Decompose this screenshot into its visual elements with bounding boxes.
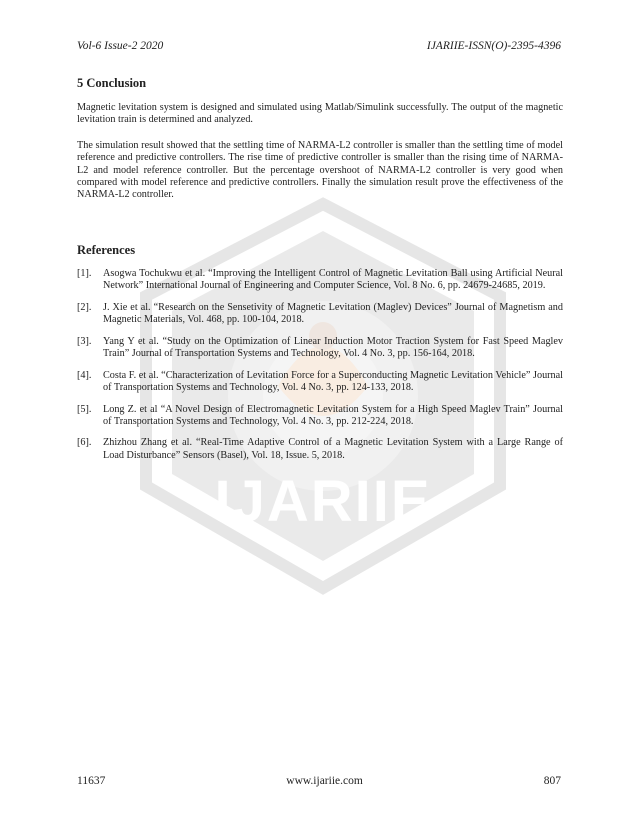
reference-list — [77, 268, 563, 471]
reference-text: Zhizhou Zhang et al. “Real-Time Adaptive Control of a Magnetic Levitation System with a Large Range of Load Disturbance” Sensors (Basel), Vol. 18, Issue. 5, 2018. — [103, 437, 563, 461]
conclusion-paragraph-1: Magnetic levitation system is designed and simulated using Matlab/Simulink successfully. The output of the magnetic levitation train is determined and analyzed. — [77, 102, 563, 126]
reference-text: Yang Y et al. “Study on the Optimization of Linear Induction Motor Traction System for Fast Speed Maglev Train” Journal of Transportation Systems and Technology, Vol. 4 No. 3, pp. 156-164, 2018. — [103, 335, 563, 360]
reference-text: Asogwa Tochukwu et al. “Improving the Intelligent Control of Magnetic Levitation Ball using Artificial Neural Network” International Journal of Engineering and Computer Science, Vol. 8 No. 6, pp. 24679-24685, 2019. — [103, 268, 563, 292]
journal-website: www.ijariie.com — [286, 775, 363, 787]
references-heading: References — [77, 243, 136, 257]
watermark-text: IJARIIE — [214, 469, 432, 534]
reference-item — [77, 437, 563, 462]
reference-text: Costa F. et al. “Characterization of Levitation Force for a Superconducting Magnetic Levitation Vehicle” Journal of Transportation Systems and Technology, Vol. 4 No. 3, pp. 124-133, 2018. — [103, 369, 563, 393]
conclusion-heading: 5 Conclusion — [77, 76, 147, 90]
reference-item — [77, 370, 563, 395]
reference-item — [77, 268, 563, 293]
reference-text: Long Z. et al “A Novel Design of Electromagnetic Levitation System for a High Speed Maglev Train” Journal of Transportation Systems and Technology, Vol. 4 No. 3, pp. 212-224, 2018. — [103, 403, 563, 427]
reference-number: [4]. — [77, 369, 92, 381]
paper-id: 11637 — [77, 775, 106, 787]
reference-text: J. Xie et al. “Research on the Sensetivity of Magnetic Levitation (Maglev) Devices” Journal of Magnetism and Magnetic Materials, Vol. 468, pp. 100-104, 2018. — [103, 301, 563, 326]
conclusion-paragraph-2: The simulation result showed that the settling time of NARMA-L2 controller is smaller than the settling time of model reference and predictive controllers. The rise time of predictive controller is smaller than the rising time of NARMA-L2 and model reference controller. But the percentage overshoot of NARMA-L2 controller is very good when compared with model reference and predictive controllers. Finally the simulation result prove the effectiveness of the NARMA-L2 controller. — [77, 140, 563, 201]
page-header — [77, 40, 561, 52]
reference-number: [6]. — [77, 437, 92, 449]
page-footer — [77, 775, 561, 787]
reference-number: [2]. — [77, 301, 92, 313]
reference-item — [77, 302, 563, 327]
reference-number: [5]. — [77, 403, 92, 415]
journal-issn: IJARIIE-ISSN(O)-2395-4396 — [426, 40, 561, 52]
reference-number: [1]. — [77, 268, 92, 279]
reference-item — [77, 336, 563, 361]
page-number: 807 — [543, 775, 561, 787]
journal-volume: Vol-6 Issue-2 2020 — [77, 40, 164, 52]
reference-number: [3]. — [77, 335, 92, 347]
reference-item — [77, 404, 563, 429]
